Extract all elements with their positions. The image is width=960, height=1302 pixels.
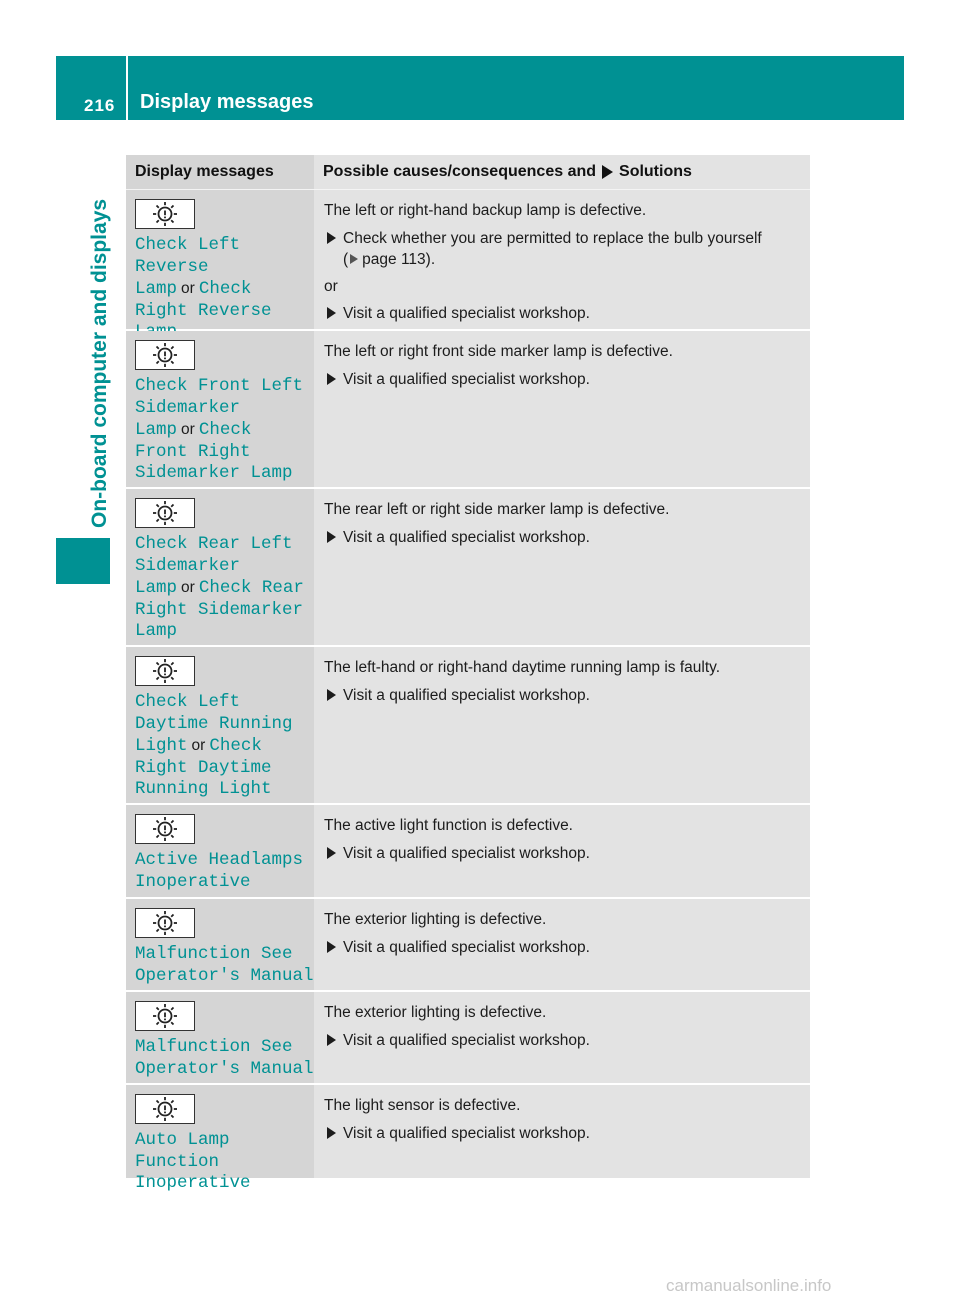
solution-cell: [314, 899, 810, 990]
solution-cell: [314, 489, 810, 645]
step-text: Visit a qualified specialist workshop.: [343, 529, 590, 546]
table-header: [126, 155, 810, 190]
step-arrow-icon: [327, 307, 336, 319]
message-cell: [126, 1085, 314, 1193]
step-text: Visit a qualified specialist workshop.: [343, 1032, 590, 1049]
display-message: [135, 376, 314, 485]
solution-step: [324, 228, 800, 270]
cause-text: The rear left or right side marker lamp is defective.: [324, 501, 670, 518]
table-row: [126, 992, 810, 1085]
exterior-light-icon: [135, 656, 195, 686]
col-header-messages: Display messages: [126, 155, 314, 189]
step-text: Visit a qualified specialist workshop.: [343, 371, 590, 388]
exterior-light-icon: [135, 1001, 195, 1031]
solution-cell: [314, 647, 810, 803]
cause-text: The exterior lighting is defective.: [324, 1004, 547, 1021]
message-cell: [126, 489, 314, 645]
display-message: [135, 534, 314, 643]
message-text: Check Right Daytime Running Light: [135, 736, 272, 799]
cause-text: The left or right front side marker lamp is defective.: [324, 343, 673, 360]
message-text: Check Front Left Sidemarker Lamp: [135, 376, 304, 440]
cause-text: The left or right-hand backup lamp is defective.: [324, 202, 647, 219]
solution-step: [324, 303, 800, 324]
exterior-light-symbol: [152, 816, 178, 842]
header-divider: [126, 56, 128, 120]
display-message: [135, 235, 314, 344]
solution-cell: [314, 1085, 810, 1178]
message-cell: [126, 899, 314, 990]
step-text-main: Check whether you are permitted to replace the bulb yourself: [343, 230, 762, 247]
table-row: [126, 331, 810, 489]
page-number: 216: [84, 96, 116, 115]
or-text: or: [181, 579, 195, 596]
message-text: Check Rear Left Sidemarker Lamp: [135, 534, 293, 598]
message-cell: [126, 992, 314, 1083]
step-arrow-icon: [327, 847, 336, 859]
alternative-text: or: [324, 278, 338, 295]
message-cell: [126, 805, 314, 897]
watermark: carmanualsonline.info: [666, 1276, 832, 1295]
or-text: or: [181, 280, 195, 297]
solution-step: [324, 369, 800, 390]
cause-text: The active light function is defective.: [324, 817, 573, 834]
display-message: Active Headlamps Inoperative: [135, 850, 304, 892]
solution-cell: [314, 992, 810, 1083]
step-text: Visit a qualified specialist workshop.: [343, 687, 590, 704]
message-text: Check Left Daytime Running Light: [135, 692, 293, 756]
step-text: [343, 228, 762, 270]
step-arrow-icon: [327, 232, 336, 244]
col-header-solutions-label: Solutions: [619, 163, 692, 180]
step-arrow-icon: [327, 941, 336, 953]
display-message: Auto Lamp Function Inoperative: [135, 1130, 251, 1193]
col-header-causes: Possible causes/consequences and: [323, 163, 597, 180]
step-text: Visit a qualified specialist workshop.: [343, 845, 590, 862]
message-text: Check Front Right Sidemarker Lamp: [135, 420, 293, 483]
step-text: Visit a qualified specialist workshop.: [343, 1125, 590, 1142]
step-text: Visit a qualified specialist workshop.: [343, 939, 590, 956]
solution-cell: [314, 331, 810, 487]
step-arrow-icon: [327, 689, 336, 701]
solution-step: [324, 685, 800, 706]
solution-step: [324, 843, 800, 864]
solution-step: [324, 937, 800, 958]
display-message: Malfunction See Operator's Manual: [135, 944, 314, 986]
exterior-light-icon: [135, 199, 195, 229]
solution-step: [324, 1030, 800, 1051]
col-header-solutions: [314, 155, 810, 189]
table-row: [126, 1085, 810, 1193]
step-arrow-icon: [327, 373, 336, 385]
exterior-light-symbol: [152, 342, 178, 368]
message-text: Check Rear Right Sidemarker Lamp: [135, 578, 304, 641]
or-text: or: [191, 737, 206, 754]
exterior-light-icon: [135, 908, 195, 938]
section-title: Display messages: [140, 91, 314, 113]
display-messages-table: [126, 155, 810, 1193]
exterior-light-symbol: [152, 1003, 178, 1029]
solution-arrow-icon: [602, 165, 613, 179]
message-cell: [126, 331, 314, 487]
exterior-light-symbol: [152, 201, 178, 227]
exterior-light-symbol: [152, 658, 178, 684]
side-tab-block: [56, 538, 110, 584]
or-text: or: [181, 421, 195, 438]
side-tab-label: On-board computer and displays: [88, 198, 111, 528]
exterior-light-icon: [135, 1094, 195, 1124]
ref-paren: (: [343, 251, 349, 268]
exterior-light-icon: [135, 498, 195, 528]
message-text: Check Left Reverse Lamp: [135, 235, 241, 299]
cause-text: The light sensor is defective.: [324, 1097, 521, 1114]
step-text: Visit a qualified specialist workshop.: [343, 305, 590, 322]
table-row: [126, 647, 810, 805]
page-ref[interactable]: page 113).: [362, 251, 436, 268]
cause-text: The left-hand or right-hand daytime running lamp is faulty.: [324, 659, 721, 676]
cause-text: The exterior lighting is defective.: [324, 911, 547, 928]
exterior-light-symbol: [152, 910, 178, 936]
message-text: Check Right Reverse: [135, 279, 272, 321]
message-cell: [126, 190, 314, 329]
exterior-light-icon: [135, 814, 195, 844]
display-message: [135, 692, 314, 801]
solution-cell: [314, 805, 810, 897]
exterior-light-icon: [135, 340, 195, 370]
table-row: [126, 899, 810, 992]
step-arrow-icon: [327, 1034, 336, 1046]
message-cell: [126, 647, 314, 803]
solution-step: [324, 1123, 800, 1144]
solution-cell: [314, 190, 810, 329]
step-arrow-icon: [327, 1127, 336, 1139]
exterior-light-symbol: [152, 500, 178, 526]
step-arrow-icon: [327, 531, 336, 543]
display-message: Malfunction See Operator's Manual: [135, 1037, 314, 1079]
page-ref-icon: [350, 254, 358, 264]
table-row: [126, 190, 810, 331]
table-row: [126, 489, 810, 647]
solution-step: [324, 527, 800, 548]
exterior-light-symbol: [152, 1096, 178, 1122]
table-row: [126, 805, 810, 899]
